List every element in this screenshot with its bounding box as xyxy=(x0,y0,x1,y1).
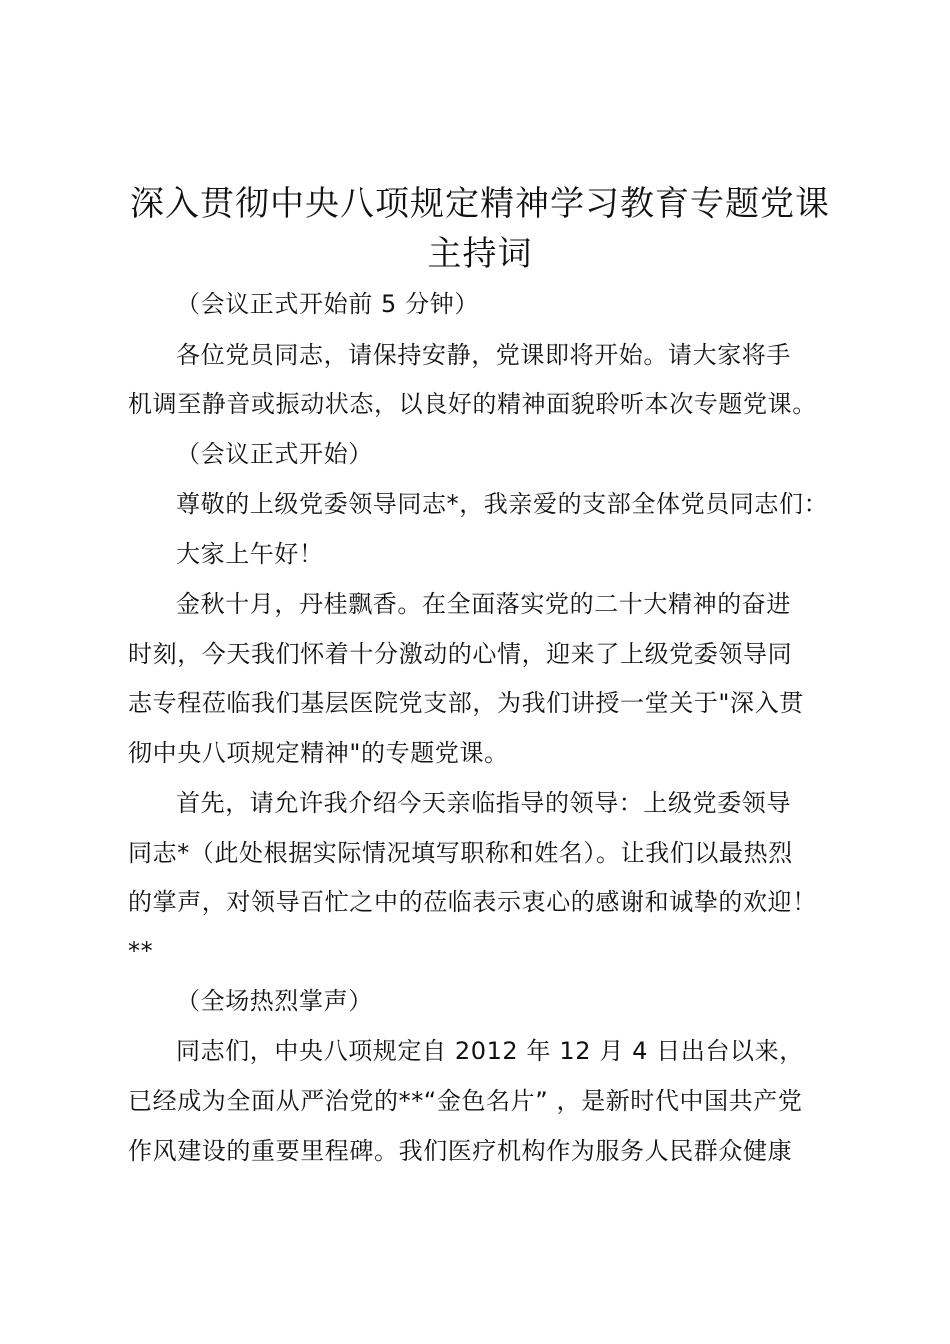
paragraph-line: ** xyxy=(128,937,154,965)
paragraph-line: 各位党员同志，请保持安静，党课即将开始。请大家将手 xyxy=(176,341,791,369)
paragraph-line: 尊敬的上级党委领导同志*，我亲爱的支部全体党员同志们： xyxy=(176,490,829,518)
stage-direction-applause: （全场热烈掌声） xyxy=(176,987,373,1015)
stage-direction-start: （会议正式开始） xyxy=(176,440,373,468)
paragraph-line: 首先，请允许我介绍今天亲临指导的领导：上级党委领导 xyxy=(176,789,791,817)
paragraph-line: 志专程莅临我们基层医院党支部，为我们讲授一堂关于"深入贯 xyxy=(128,689,804,717)
stage-direction-before-start: （会议正式开始前 5 分钟） xyxy=(176,290,479,318)
paragraph-line: 的掌声，对领导百忙之中的莅临表示衷心的感谢和诚挚的欢迎！ xyxy=(128,888,817,916)
document-title-line-2: 主持词 xyxy=(427,234,533,274)
paragraph-line: 金秋十月，丹桂飘香。在全面落实党的二十大精神的奋进 xyxy=(176,590,791,618)
paragraph-line: 已经成为全面从严治党的**“金色名片” ，是新时代中国共产党 xyxy=(128,1087,803,1115)
document-title-line-1: 深入贯彻中央八项规定精神学习教育专题党课 xyxy=(130,184,830,224)
paragraph-line: 彻中央八项规定精神"的专题党课。 xyxy=(128,739,509,767)
paragraph-line: 同志们，中央八项规定自 2012 年 12 月 4 日出台以来， xyxy=(176,1037,804,1065)
paragraph-line: 机调至静音或振动状态，以良好的精神面貌聆听本次专题党课。 xyxy=(128,390,817,418)
paragraph-line: 作风建设的重要里程碑。我们医疗机构作为服务人民群众健康 xyxy=(128,1137,793,1165)
paragraph-line: 同志*（此处根据实际情况填写职称和姓名）。让我们以最热烈 xyxy=(128,839,793,867)
paragraph-line: 时刻，今天我们怀着十分激动的心情，迎来了上级党委领导同 xyxy=(128,640,793,668)
paragraph-line: 大家上午好！ xyxy=(176,540,324,568)
